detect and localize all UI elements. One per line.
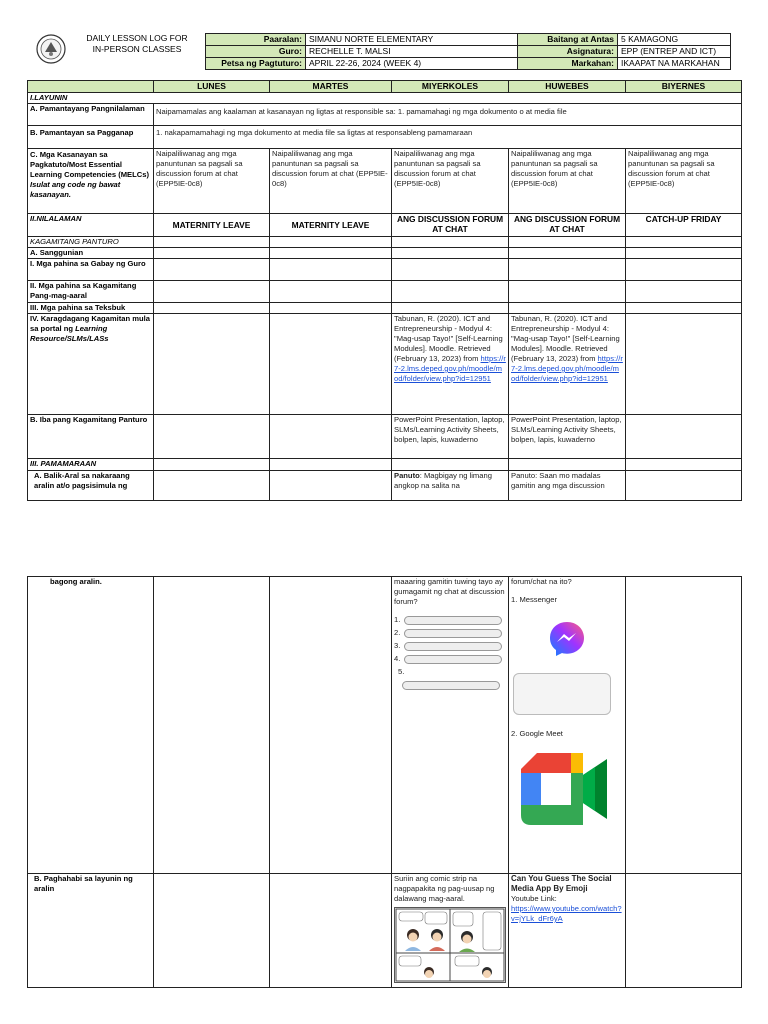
table-row [28, 314, 742, 415]
empty-cell [270, 459, 392, 471]
row-label-karagdagang-kagamitan [28, 314, 154, 415]
row-label-iba-pang-kagamitan: B. Iba pang Kagamitang Panturo [28, 415, 154, 459]
reference-text: Tabunan, R. (2020). ICT and Entrepreneurship - Modyul 4: "Mag-usap Tayo!" [Self-Learning Modules]. Moodle. Retrieved (February 13, 2023) from [394, 314, 503, 363]
table-row [28, 237, 742, 248]
day-header: MIYERKOLES [392, 81, 509, 93]
row-label-melcs [28, 149, 154, 214]
table-row [28, 104, 742, 126]
google-meet-label: 2. Google Meet [511, 729, 563, 738]
section-pamamaraan: III. PAMAMARAAN [28, 459, 154, 471]
nilalaman-cell: CATCH-UP FRIDAY [626, 214, 742, 237]
empty-cell [154, 259, 270, 281]
empty-cell [270, 471, 392, 501]
section-layunin: I.LAYUNIN [28, 93, 742, 104]
melc-cell: Naipaliliwanag ang mga panuntunan sa pagsali sa discussion forum at chat (EPP5IE-0c8) [509, 149, 626, 214]
corner-cell [28, 81, 154, 93]
row-label-pamantayan-sa-pagganap: B. Pamantayan sa Pagganap [28, 126, 154, 149]
panuto-label: Panuto [394, 471, 420, 480]
row-label-kagamitang-pang-mag-aaral: II. Mga pahina sa Kagamitang Pang-mag-aaral [28, 281, 154, 303]
empty-cell [270, 281, 392, 303]
empty-cell [626, 459, 742, 471]
wed-question-text: maaaring gamitin tuwing tayo ay gumagamit ng chat at discussion forum? [394, 577, 505, 606]
day-header: BIYERNES [626, 81, 742, 93]
title-line-2: IN-PERSON CLASSES [92, 44, 182, 54]
empty-cell [270, 259, 392, 281]
table-row [28, 214, 742, 237]
balik-aral-thu-continued [509, 577, 626, 874]
table-row [28, 281, 742, 303]
empty-cell [392, 259, 509, 281]
header-label: Markahan: [518, 58, 618, 70]
empty-cell [626, 874, 742, 988]
reference-cell [509, 314, 626, 415]
empty-cell [509, 303, 626, 314]
row-label-balik-aral: A. Balik-Aral sa nakaraang aralin at/o pagsisimula ng [28, 471, 154, 501]
messenger-label: 1. Messenger [511, 595, 558, 604]
google-meet-icon [519, 751, 609, 827]
empty-cell [626, 577, 742, 874]
empty-cell [626, 314, 742, 415]
balik-aral-wed-continued [392, 577, 509, 874]
table-row [28, 248, 742, 259]
answer-item[interactable]: 5. [394, 665, 506, 691]
nilalaman-cell: MATERNITY LEAVE [270, 214, 392, 237]
blank-placeholder-box [513, 673, 611, 715]
row-label-sanggunian: A. Sanggunian [28, 248, 154, 259]
empty-cell [270, 415, 392, 459]
balik-aral-wed [392, 471, 509, 501]
day-header: LUNES [154, 81, 270, 93]
melc-cell: Naipaliliwanag ang mga panuntunan sa pagsali sa discussion forum at chat (EPP5IE-0c8) [392, 149, 509, 214]
empty-cell [509, 281, 626, 303]
table-row [28, 149, 742, 214]
header-value: 5 KAMAGONG [618, 34, 731, 46]
empty-cell [626, 259, 742, 281]
header-row [206, 58, 731, 70]
lesson-log-table-page-1 [27, 80, 742, 501]
empty-cell [626, 237, 742, 248]
empty-cell [392, 248, 509, 259]
empty-cell [270, 237, 392, 248]
empty-cell [270, 577, 392, 874]
row-label-pamantayang-pangnilalaman: A. Pamantayang Pangnilalaman [28, 104, 154, 126]
section-nilalaman: II.NILALAMAN [28, 214, 154, 237]
header-value: RECHELLE T. MALSI [306, 46, 518, 58]
balik-aral-thu: Panuto: Saan mo madalas gamitin ang mga discussion [509, 471, 626, 501]
empty-cell [392, 237, 509, 248]
header-value: APRIL 22-26, 2024 (WEEK 4) [306, 58, 518, 70]
empty-cell [154, 248, 270, 259]
answer-item[interactable]: 2. [394, 626, 506, 639]
section-row [28, 93, 742, 104]
answer-item[interactable]: 1. [394, 613, 506, 626]
melc-cell: Naipaliliwanag ang mga panuntunan sa pagsali sa discussion forum at chat (EPP5IE-0c8) [270, 149, 392, 214]
header-value: IKAAPAT NA MARKAHAN [618, 58, 731, 70]
table-row [28, 471, 742, 501]
empty-cell [509, 259, 626, 281]
thu-question-text: forum/chat na ito? [511, 577, 572, 586]
comic-instruction: Suriin ang comic strip na nagpapakita ng pag-uusap ng dalawang mag-aaral. [394, 874, 495, 903]
pamantayang-pangnilalaman-text: Naipamamalas ang kaalaman at kasanayan ng ligtas at responsible sa: 1. pamamahagi ng mga dokumento o at media file [154, 104, 742, 126]
title-line-1: DAILY LESSON LOG FOR [86, 33, 188, 43]
empty-cell [154, 303, 270, 314]
table-row [28, 459, 742, 471]
table-row [28, 126, 742, 149]
empty-cell [154, 237, 270, 248]
nilalaman-cell: ANG DISCUSSION FORUM AT CHAT [392, 214, 509, 237]
karagdagang-label-italic: Learning Resource/SLMs/LASs [30, 324, 109, 343]
melcs-label: C. Mga Kasanayan sa Pagkatuto/Most Essential Learning Competencies (MELCs) [30, 150, 149, 179]
melcs-code-note: Isulat ang code ng bawat kasanayan. [30, 180, 121, 199]
empty-cell [626, 415, 742, 459]
empty-cell [392, 281, 509, 303]
row-label-teksbuk: III. Mga pahina sa Teksbuk [28, 303, 154, 314]
empty-cell [626, 281, 742, 303]
emoji-game-title: Can You Guess The Social Media App By Emoji [511, 874, 612, 893]
melc-cell: Naipaliliwanag ang mga panuntunan sa pagsali sa discussion forum at chat (EPP5IE-0c8) [626, 149, 742, 214]
day-header: HUWEBES [509, 81, 626, 93]
paghahabi-thu [509, 874, 626, 988]
header-label: Paaralan: [206, 34, 306, 46]
empty-cell [626, 471, 742, 501]
header-row [206, 46, 731, 58]
table-row [28, 577, 742, 874]
table-row [28, 415, 742, 459]
empty-cell [626, 248, 742, 259]
empty-cell [154, 415, 270, 459]
panuto-text: : Magbigay ng limang angkop na salita na [394, 471, 492, 490]
empty-cell [154, 471, 270, 501]
nilalaman-cell: ANG DISCUSSION FORUM AT CHAT [509, 214, 626, 237]
table-row [28, 874, 742, 988]
youtube-label: Youtube Link: [511, 894, 557, 903]
melc-cell: Naipaliliwanag ang mga panuntunan sa pagsali sa discussion forum at chat (EPP5IE-0c8) [154, 149, 270, 214]
table-row [28, 259, 742, 281]
empty-cell [270, 874, 392, 988]
row-label-bagong-aralin: bagong aralin. [28, 577, 154, 874]
karagdagang-label: IV. Karagdagang Kagamitan mula sa portal ng [30, 314, 150, 333]
header-value: SIMANU NORTE ELEMENTARY [306, 34, 518, 46]
answer-item[interactable]: 4. [394, 652, 506, 665]
youtube-link[interactable]: https://www.youtube.com/watch?v=jYLk_dFr6yA [511, 904, 622, 923]
empty-cell [154, 874, 270, 988]
header-label: Petsa ng Pagtuturo: [206, 58, 306, 70]
empty-cell [270, 303, 392, 314]
deped-seal-logo [36, 34, 66, 64]
nilalaman-cell: MATERNITY LEAVE [154, 214, 270, 237]
empty-cell [154, 577, 270, 874]
empty-cell [154, 459, 270, 471]
empty-cell [392, 303, 509, 314]
document-title [74, 33, 200, 55]
empty-cell [154, 281, 270, 303]
pamantayan-sa-pagganap-text: 1. nakapamamahagi ng mga dokumento at media file sa ligtas at responsableng pamamaraan [154, 126, 742, 149]
empty-cell [270, 314, 392, 415]
reference-link[interactable]: https://r7-2.lms.deped.gov.ph/moodle/mod/folder/view.php?id=12951 [511, 354, 623, 383]
iba-pang-kagamitan-cell: PowerPoint Presentation, laptop, SLMs/Learning Activity Sheets, bolpen, lapis, kuwaderno [509, 415, 626, 459]
empty-cell [509, 248, 626, 259]
reference-link[interactable]: https://r7-2.lms.deped.gov.ph/moodle/mod/folder/view.php?id=12951 [394, 354, 506, 383]
empty-cell [270, 248, 392, 259]
reference-cell [392, 314, 509, 415]
empty-cell [626, 303, 742, 314]
messenger-icon [547, 619, 587, 659]
iba-pang-kagamitan-cell: PowerPoint Presentation, laptop, SLMs/Learning Activity Sheets, bolpen, lapis, kuwaderno [392, 415, 509, 459]
section-kagamitang-panturo: KAGAMITANG PANTURO [28, 237, 154, 248]
empty-cell [509, 237, 626, 248]
day-header-row [28, 81, 742, 93]
header-label: Guro: [206, 46, 306, 58]
header-row [206, 34, 731, 46]
empty-cell [509, 459, 626, 471]
header-label: Asignatura: [518, 46, 618, 58]
header-value: EPP (ENTREP AND ICT) [618, 46, 731, 58]
reference-text: Tabunan, R. (2020). ICT and Entrepreneurship - Modyul 4: "Mag-usap Tayo!" [Self-Learning Modules]. Moodle. Retrieved (February 13, 2023) from [511, 314, 620, 363]
row-label-gabay-ng-guro: I. Mga pahina sa Gabay ng Guro [28, 259, 154, 281]
day-header: MARTES [270, 81, 392, 93]
answer-list [394, 613, 506, 691]
table-row [28, 303, 742, 314]
comic-strip-image [394, 907, 506, 983]
empty-cell [154, 314, 270, 415]
lesson-log-table-page-2 [27, 576, 742, 988]
row-label-paghahabi: B. Paghahabi sa layunin ng aralin [28, 874, 154, 988]
header-label: Baitang at Antas [518, 34, 618, 46]
empty-cell [392, 459, 509, 471]
paghahabi-wed [392, 874, 509, 988]
answer-item[interactable]: 3. [394, 639, 506, 652]
header-info-table [205, 33, 731, 70]
